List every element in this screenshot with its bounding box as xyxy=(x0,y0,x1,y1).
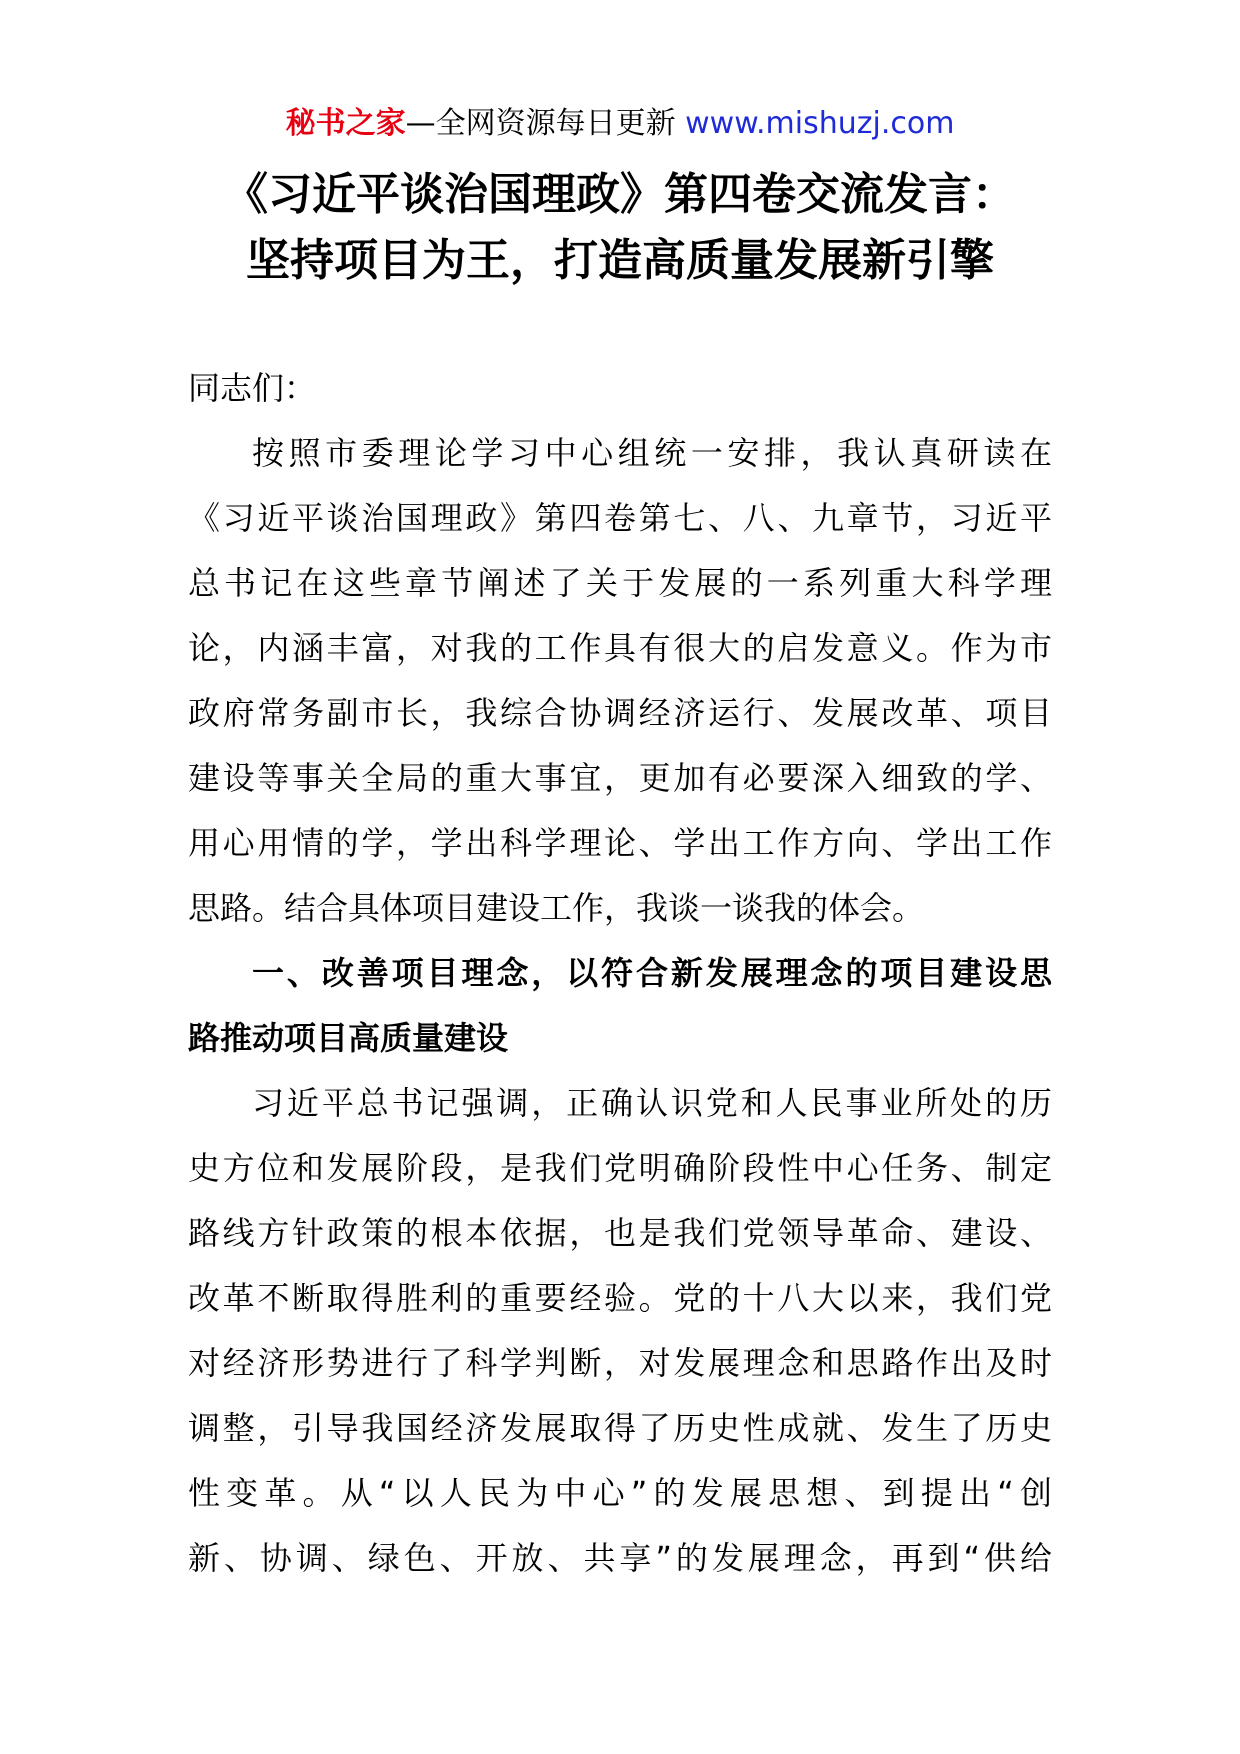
paragraph-line: 对经济形势进行了科学判断，对发展理念和思路作出及时 xyxy=(188,1344,1052,1382)
paragraph-line: 习近平总书记强调，正确认识党和人民事业所处的历 xyxy=(252,1084,1052,1122)
heading-line: 一、改善项目理念，以符合新发展理念的项目建设思 xyxy=(252,954,1052,992)
title-line-1: 《习近平谈治国理政》第四卷交流发言： xyxy=(224,169,1016,220)
paragraph-1 xyxy=(188,421,1052,941)
paragraph-line: 按照市委理论学习中心组统一安排，我认真研读在 xyxy=(252,434,1052,472)
paragraph-line: 调整，引导我国经济发展取得了历史性成就、发生了历史 xyxy=(188,1409,1052,1447)
section-heading-1 xyxy=(188,941,1052,1071)
paragraph-2 xyxy=(188,1071,1052,1591)
heading-line: 路推动项目高质量建设 xyxy=(188,1019,509,1057)
title-line-2: 坚持项目为王，打造高质量发展新引擎 xyxy=(246,235,994,286)
paragraph-line: 用心用情的学，学出科学理论、学出工作方向、学出工作 xyxy=(188,824,1052,862)
paragraph-line: 建设等事关全局的重大事宜，更加有必要深入细致的学、 xyxy=(188,759,1052,797)
paragraph-line: 《习近平谈治国理政》第四卷第七、八、九章节，习近平 xyxy=(188,499,1052,537)
document-title xyxy=(0,162,1240,294)
site-header xyxy=(0,100,1240,148)
paragraph-line: 改革不断取得胜利的重要经验。党的十八大以来，我们党 xyxy=(188,1279,1052,1317)
paragraph-line: 总书记在这些章节阐述了关于发展的一系列重大科学理 xyxy=(188,564,1052,602)
site-brand: 秘书之家 xyxy=(285,106,406,141)
paragraph-line: 史方位和发展阶段，是我们党明确阶段性中心任务、制定 xyxy=(188,1149,1052,1187)
paragraph-line: 思路。结合具体项目建设工作，我谈一谈我的体会。 xyxy=(188,889,925,927)
site-url-link[interactable]: www.mishuzj.com xyxy=(685,106,955,141)
paragraph-line: 政府常务副市长，我综合协调经济运行、发展改革、项目 xyxy=(188,694,1052,732)
paragraph-line: 新、协调、绿色、开放、共享”的发展理念，再到“供给 xyxy=(188,1539,1052,1577)
document-body xyxy=(188,356,1052,1591)
paragraph-line: 性变革。从“以人民为中心”的发展思想、到提出“创 xyxy=(188,1474,1052,1512)
paragraph-line: 论，内涵丰富，对我的工作具有很大的启发意义。作为市 xyxy=(188,629,1052,667)
site-tagline: —全网资源每日更新 xyxy=(405,106,686,141)
paragraph-line: 路线方针政策的根本依据，也是我们党领导革命、建设、 xyxy=(188,1214,1052,1252)
salutation: 同志们： xyxy=(188,369,317,407)
